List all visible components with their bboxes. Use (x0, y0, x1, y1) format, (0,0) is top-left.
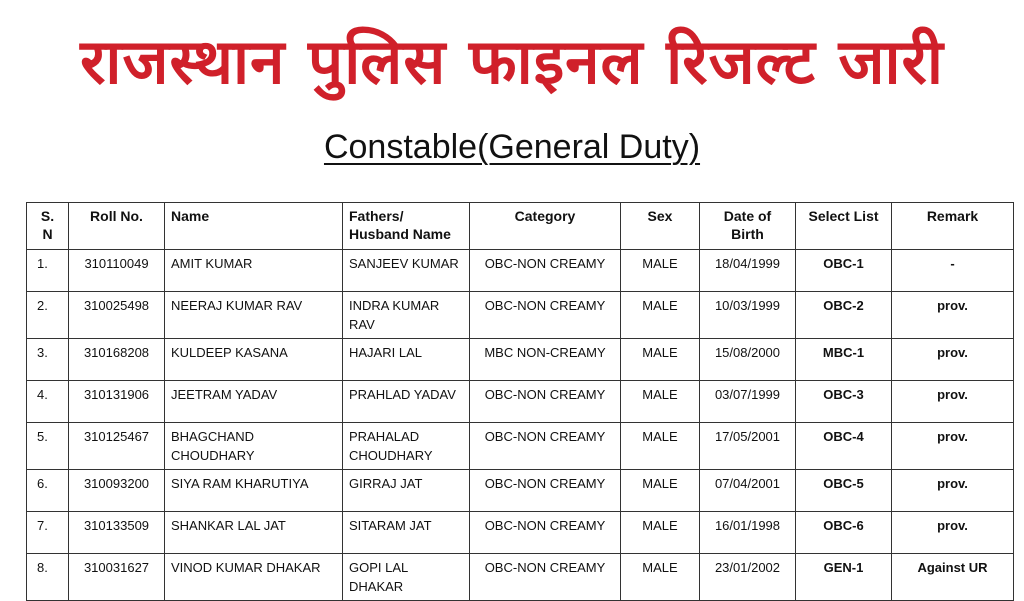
cell-roll-no: 310131906 (69, 381, 165, 423)
cell-father: GIRRAJ JAT (343, 470, 470, 512)
cell-category: OBC-NON CREAMY (470, 423, 621, 470)
cell-select-list: OBC-6 (796, 512, 892, 554)
cell-select-list: OBC-1 (796, 250, 892, 292)
cell-name: SIYA RAM KHARUTIYA (165, 470, 343, 512)
table-row (27, 423, 1014, 470)
cell-father: INDRA KUMAR RAV (343, 292, 470, 339)
cell-father: GOPI LAL DHAKAR (343, 554, 470, 601)
cell-remark: prov. (892, 423, 1014, 470)
cell-sn: 1. (27, 250, 69, 292)
col-header-remark: Remark (892, 203, 1014, 250)
cell-sn: 6. (27, 470, 69, 512)
cell-select-list: OBC-2 (796, 292, 892, 339)
cell-father: HAJARI LAL (343, 339, 470, 381)
cell-sex: MALE (621, 381, 700, 423)
cell-sex: MALE (621, 339, 700, 381)
cell-select-list: MBC-1 (796, 339, 892, 381)
table-row (27, 292, 1014, 339)
col-header-sn: S. N (27, 203, 69, 250)
cell-select-list: OBC-4 (796, 423, 892, 470)
cell-remark: prov. (892, 292, 1014, 339)
table-row (27, 250, 1014, 292)
cell-roll-no: 310125467 (69, 423, 165, 470)
cell-remark: Against UR (892, 554, 1014, 601)
cell-sex: MALE (621, 250, 700, 292)
table-row (27, 470, 1014, 512)
cell-roll-no: 310168208 (69, 339, 165, 381)
cell-name: NEERAJ KUMAR RAV (165, 292, 343, 339)
cell-name: KULDEEP KASANA (165, 339, 343, 381)
cell-roll-no: 310110049 (69, 250, 165, 292)
cell-sex: MALE (621, 554, 700, 601)
cell-sn: 3. (27, 339, 69, 381)
cell-father: PRAHLAD YADAV (343, 381, 470, 423)
cell-sex: MALE (621, 512, 700, 554)
cell-category: OBC-NON CREAMY (470, 512, 621, 554)
col-header-category: Category (470, 203, 621, 250)
cell-roll-no: 310093200 (69, 470, 165, 512)
table-row (27, 381, 1014, 423)
cell-category: OBC-NON CREAMY (470, 554, 621, 601)
col-header-name: Name (165, 203, 343, 250)
cell-sn: 7. (27, 512, 69, 554)
cell-select-list: OBC-3 (796, 381, 892, 423)
cell-father: SANJEEV KUMAR (343, 250, 470, 292)
cell-roll-no: 310025498 (69, 292, 165, 339)
cell-sn: 4. (27, 381, 69, 423)
cell-roll-no: 310031627 (69, 554, 165, 601)
cell-category: OBC-NON CREAMY (470, 292, 621, 339)
col-header-dob: Date of Birth (700, 203, 796, 250)
cell-sex: MALE (621, 470, 700, 512)
cell-sn: 8. (27, 554, 69, 601)
subtitle-text: Constable(General Duty) (323, 128, 701, 166)
result-table (26, 202, 1014, 601)
cell-remark: prov. (892, 470, 1014, 512)
cell-category: OBC-NON CREAMY (470, 470, 621, 512)
cell-sn: 2. (27, 292, 69, 339)
table-header-row (27, 203, 1014, 250)
cell-name: VINOD KUMAR DHAKAR (165, 554, 343, 601)
cell-remark: prov. (892, 512, 1014, 554)
cell-category: OBC-NON CREAMY (470, 250, 621, 292)
cell-dob: 03/07/1999 (700, 381, 796, 423)
cell-select-list: OBC-5 (796, 470, 892, 512)
cell-remark: prov. (892, 339, 1014, 381)
cell-remark: prov. (892, 381, 1014, 423)
cell-category: MBC NON-CREAMY (470, 339, 621, 381)
cell-dob: 16/01/1998 (700, 512, 796, 554)
cell-dob: 18/04/1999 (700, 250, 796, 292)
cell-sn: 5. (27, 423, 69, 470)
subtitle (0, 128, 1024, 167)
col-header-roll-no: Roll No. (69, 203, 165, 250)
cell-dob: 23/01/2002 (700, 554, 796, 601)
cell-sex: MALE (621, 292, 700, 339)
cell-dob: 10/03/1999 (700, 292, 796, 339)
table-row (27, 339, 1014, 381)
col-header-father: Fathers/ Husband Name (343, 203, 470, 250)
cell-name: BHAGCHAND CHOUDHARY (165, 423, 343, 470)
cell-category: OBC-NON CREAMY (470, 381, 621, 423)
headline-hindi: राजस्थान पुलिस फाइनल रिजल्ट जारी (80, 25, 944, 98)
cell-dob: 07/04/2001 (700, 470, 796, 512)
cell-father: SITARAM JAT (343, 512, 470, 554)
col-header-sex: Sex (621, 203, 700, 250)
cell-sex: MALE (621, 423, 700, 470)
cell-name: SHANKAR LAL JAT (165, 512, 343, 554)
table-row (27, 554, 1014, 601)
cell-roll-no: 310133509 (69, 512, 165, 554)
cell-remark: - (892, 250, 1014, 292)
cell-select-list: GEN-1 (796, 554, 892, 601)
cell-father: PRAHALAD CHOUDHARY (343, 423, 470, 470)
cell-name: JEETRAM YADAV (165, 381, 343, 423)
cell-dob: 15/08/2000 (700, 339, 796, 381)
cell-name: AMIT KUMAR (165, 250, 343, 292)
table-row (27, 512, 1014, 554)
cell-dob: 17/05/2001 (700, 423, 796, 470)
col-header-select-list: Select List (796, 203, 892, 250)
